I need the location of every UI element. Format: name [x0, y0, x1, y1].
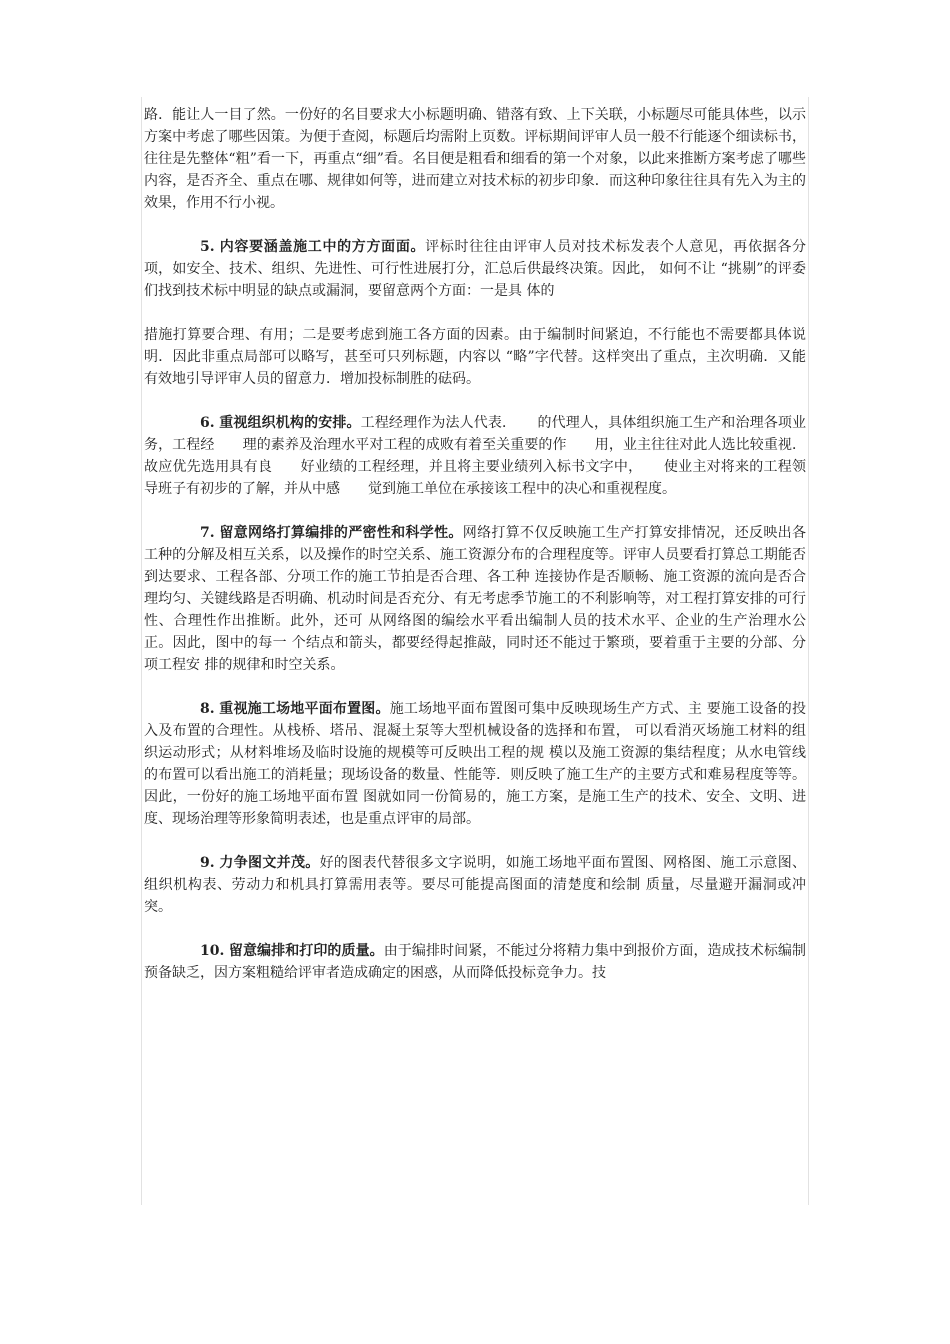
paragraph-intro	[144, 104, 806, 214]
paragraph-gap	[144, 302, 806, 324]
paragraph-text: 网络打算不仅反映施工生产打算安排情况，还反映出各工种的分解及相互关系，以及操作的时空关系、施工资源分布的合理程度等。评审人员要看打算总工期能否到达要求、工程各部、分项工作的施工节拍是否合理、各工种 连接协作是否顺畅、施工资源的流向是否合理均匀、关键线路是否明确、机动时间是否充分、有无考虑季节施工的不利影响等，对工程打算安排的可行性、合理性作出推断。此外，还可 从网络图的编绘水平看出编制人员的技术水平、企业的生产治理水公正。因此，图中的每一 个结点和箭头，都要经得起推敲，同时还不能过于繁琐，要着重于主要的分部、分项工程安 排的规律和时空关系。	[144, 525, 806, 673]
paragraph-section-7	[144, 522, 806, 676]
paragraph-text: 工程经理作为法人代表． 的代理人，具体组织施工生产和治理各项业务，工程经 理的素养及治理水平对工程的成败有着至关重要的作 用，业主往往对此人选比较重视．故应优先选用具有良 好业绩的工程经理，并且将主要业绩列入标书文字中， 使业主对将来的工程领导班子有初步的了解，并从中感 觉到施工单位在承接该工程中的决心和重视程度。	[144, 415, 807, 497]
paragraph-gap	[144, 214, 806, 236]
section-number: 10.	[200, 943, 225, 959]
section-heading: 内容要涵盖施工中的方方面面。	[219, 239, 426, 255]
paragraph-text: 由于编排时间紧，不能过分将精力集中到报价方面，造成技术标编制预备缺乏，因方案粗糙给评审者造成确定的困惑，从而降低投标竞争力。技	[144, 943, 807, 981]
section-number: 6.	[200, 415, 215, 431]
paragraph-section-8	[144, 698, 806, 830]
paragraph-gap	[144, 830, 806, 852]
paragraph-text: 施工场地平面布置图可集中反映现场生产方式、主 要施工设备的投入及布置的合理性。从栈桥、塔吊、混凝土泵等大型机械设备的选择和布置， 可以看消灭场施工材料的组织运动形式；从材料堆场及临时设施的规模等可反映出工程的规 模以及施工资源的集结程度；从水电管线的布置可以看出施工的消耗量；现场设备的数量、性能等．则反映了施工生产的主要方式和难易程度等等。因此，一份好的施工场地平面布置 图就如同一份简易的，施工方案，是施工生产的技术、安全、文明、进度、现场治理等形象简明表述，也是重点评审的局部。	[144, 701, 806, 827]
paragraph-section-9	[144, 852, 806, 918]
paragraph-text: 好的图表代替很多文字说明，如施工场地平面布置图、网格图、施工示意图、组织机构表、劳动力和机具打算需用表等。要尽可能提高图面的清楚度和绘制 质量，尽量避开漏洞或冲突。	[144, 855, 807, 915]
section-heading: 留意编排和打印的质量。	[228, 943, 384, 959]
paragraph-gap	[144, 500, 806, 522]
section-number: 9.	[200, 855, 215, 871]
document-body	[144, 104, 806, 984]
section-heading: 力争图文并茂。	[219, 855, 320, 871]
paragraph-section-5	[144, 236, 806, 302]
paragraph-continuation	[144, 324, 806, 390]
paragraph-gap	[144, 676, 806, 698]
paragraph-text: 措施打算要合理、有用；二是要考虑到施工各方面的因素。由于编制时间紧迫，不行能也不需要都具体说明．因此非重点局部可以略写，甚至可只列标题，内容以 “略”字代替。这样突出了重点，主次明确．又能有效地引导评审人员的留意力．增加投标制胜的砝码。	[144, 327, 806, 387]
paragraph-section-6	[144, 412, 806, 500]
section-heading: 重视施工场地平面布置图。	[219, 701, 390, 717]
section-number: 5.	[200, 239, 215, 255]
paragraph-section-10	[144, 940, 806, 984]
section-heading: 重视组织机构的安排。	[219, 415, 361, 431]
paragraph-gap	[144, 390, 806, 412]
section-number: 7.	[200, 525, 215, 541]
paragraph-gap	[144, 918, 806, 940]
section-number: 8.	[200, 701, 215, 717]
paragraph-text: 评标时往往由评审人员对技术标发表个人意见，再依据各分项，如安全、技术、组织、先进性、可行性进展打分，汇总后供最终决策。因此， 如何不让 “挑剔”的评委们找到技术标中明显的缺点或漏洞，要留意两个方面：一是具 体的	[144, 239, 806, 299]
section-heading: 留意网络打算编排的严密性和科学性。	[219, 525, 463, 541]
paragraph-text: 路．能让人一目了然。一份好的名目要求大小标题明确、错落有致、上下关联，小标题尽可能具体些，以示方案中考虑了哪些因策。为便于查阅，标题后均需附上页数。评标期间评审人员一般不行能逐个细读标书，往往是先整体“粗”看一下，再重点“细”看。名目便是粗看和细看的第一个对象，以此来推断方案考虑了哪些内容，是否齐全、重点在哪、规律如何等，进而建立对技术标的初步印象．而这种印象往往具有先入为主的效果，作用不行小视。	[144, 107, 806, 211]
